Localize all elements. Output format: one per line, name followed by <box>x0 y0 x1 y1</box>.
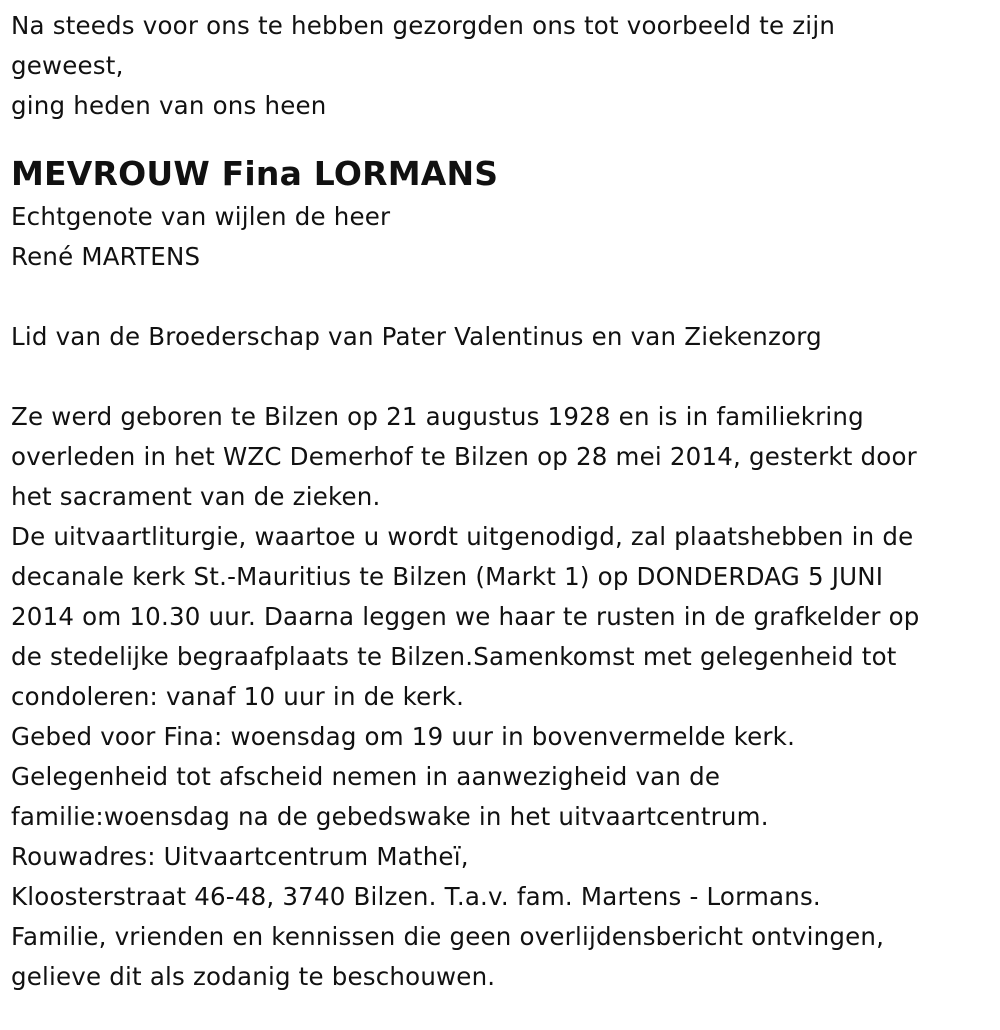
body-line: het sacrament van de zieken. <box>11 482 381 511</box>
spacer <box>11 357 991 397</box>
body-line: Rouwadres: Uitvaartcentrum Matheï, <box>11 842 469 871</box>
obituary-notice <box>11 6 991 997</box>
membership-line: Lid van de Broederschap van Pater Valentinus en van Ziekenzorg <box>11 322 822 351</box>
body-line: de stedelijke begraafplaats te Bilzen.Samenkomst met gelegenheid tot <box>11 642 897 671</box>
body-text <box>11 397 991 997</box>
body-line: Kloosterstraat 46-48, 3740 Bilzen. T.a.v. fam. Martens - Lormans. <box>11 882 821 911</box>
spouse-line: Echtgenote van wijlen de heer <box>11 202 391 231</box>
spacer <box>11 277 991 317</box>
body-line: gelieve dit als zodanig te beschouwen. <box>11 962 496 991</box>
intro-line: Na steeds voor ons te hebben gezorgden ons tot voorbeeld te zijn <box>11 11 836 40</box>
body-line: overleden in het WZC Demerhof te Bilzen op 28 mei 2014, gesterkt door <box>11 442 917 471</box>
intro-text <box>11 6 991 126</box>
body-line: condoleren: vanaf 10 uur in de kerk. <box>11 682 465 711</box>
body-line: Ze werd geboren te Bilzen op 21 augustus 1928 en is in familiekring <box>11 402 864 431</box>
spouse-info <box>11 197 991 277</box>
intro-line: ging heden van ons heen <box>11 91 327 120</box>
body-line: Gebed voor Fina: woensdag om 19 uur in bovenvermelde kerk. <box>11 722 796 751</box>
body-line: decanale kerk St.-Mauritius te Bilzen (Markt 1) op DONDERDAG 5 JUNI <box>11 562 884 591</box>
body-line: 2014 om 10.30 uur. Daarna leggen we haar te rusten in de grafkelder op <box>11 602 920 631</box>
spouse-line: René MARTENS <box>11 242 201 271</box>
body-line: Familie, vrienden en kennissen die geen overlijdensbericht ontvingen, <box>11 922 885 951</box>
body-line: familie:woensdag na de gebedswake in het uitvaartcentrum. <box>11 802 769 831</box>
deceased-name: MEVROUW Fina LORMANS <box>11 154 499 193</box>
body-line: De uitvaartliturgie, waartoe u wordt uitgenodigd, zal plaatshebben in de <box>11 522 914 551</box>
body-line: Gelegenheid tot afscheid nemen in aanwezigheid van de <box>11 762 721 791</box>
intro-line: geweest, <box>11 51 124 80</box>
